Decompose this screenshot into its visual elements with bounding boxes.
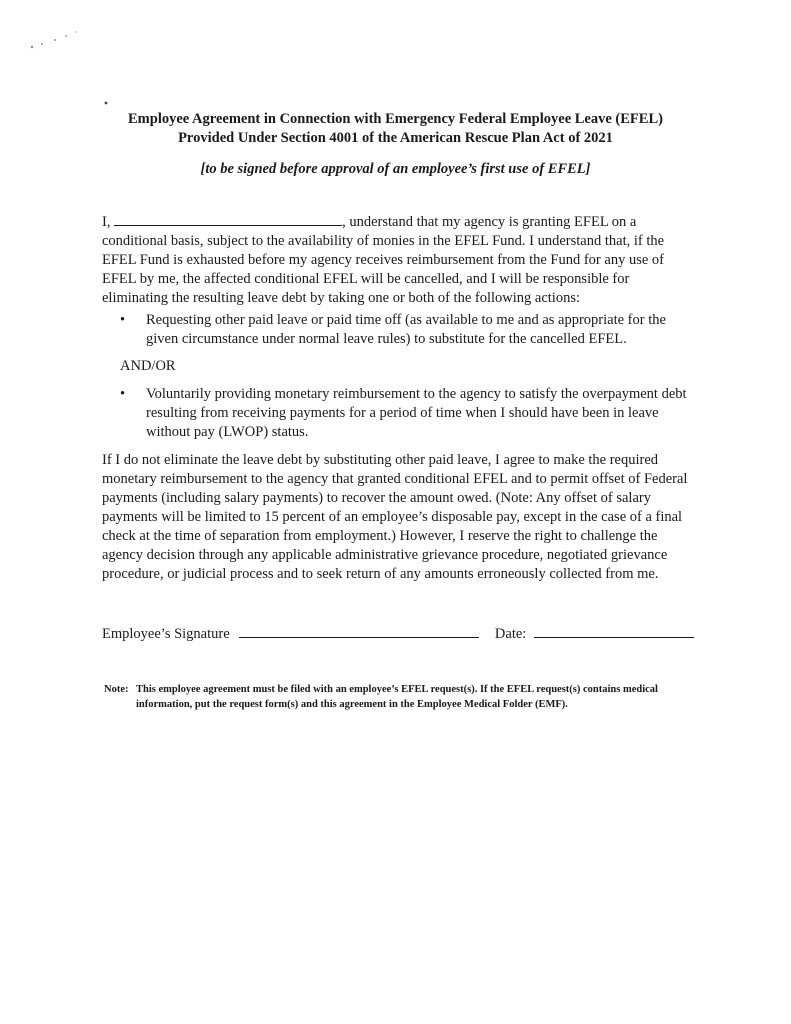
- employee-name-blank[interactable]: [114, 212, 342, 226]
- title-line-2: Provided Under Section 4001 of the American Rescue Plan Act of 2021: [178, 130, 613, 146]
- document-subtitle: [to be signed before approval of an employee’s first use of EFEL]: [200, 161, 591, 177]
- bullet-item-1: [120, 311, 694, 349]
- date-label: Date:: [494, 626, 527, 642]
- agreement-paragraph-1: [102, 212, 692, 308]
- signature-label: Employee’s Signature: [102, 626, 230, 642]
- title-line-1: Employee Agreement in Connection with Emergency Federal Employee Leave (EFEL): [128, 111, 663, 127]
- bullet-item-2: [120, 385, 694, 442]
- document-title: [60, 110, 731, 148]
- signature-row: [102, 624, 702, 644]
- bullet-icon: •: [120, 312, 126, 328]
- bullet-item-1-text: Requesting other paid leave or paid time off (as available to me and as appropriate for the given circumstance under normal leave rules) to substitute for the cancelled EFEL.: [146, 312, 666, 347]
- agreement-paragraph-2: If I do not eliminate the leave debt by substituting other paid leave, I agree to make the required monetary reimbursement to the agency that granted conditional EFEL and to permit offset of Federal payments (including salary payments) to recover the amount owed. (Note: Any offset of salary payments will be limited to 15 percent of an employee’s disposable pay, except in the case of a final check at the time of separation from employment.) However, I reserve the right to challenge the agency decision through any applicable administrative grievance procedure, negotiated grievance procedure, or judicial process and to seek return of any amounts erroneously collected from me.: [102, 452, 688, 582]
- bullet-item-2-text: Voluntarily providing monetary reimbursement to the agency to satisfy the overpayment debt resulting from receiving payments for a period of time when I should have been in leave without pay (LWOP) status.: [146, 386, 687, 440]
- signature-field[interactable]: [239, 624, 479, 638]
- scan-specks: [0, 0, 120, 120]
- paragraph-1-text: , understand that my agency is granting EFEL on a conditional basis, subject to the availability of monies in the EFEL Fund. I understand that, if the EFEL Fund is exhausted before my agency receives reimbursement from the Fund for any use of EFEL by me, the affected conditional EFEL will be cancelled, and I will be responsible for eliminating the resulting leave debt by taking one or both of the following actions:: [102, 214, 665, 306]
- andor-label: AND/OR: [120, 358, 176, 374]
- date-field[interactable]: [534, 624, 694, 638]
- footer-note: [104, 682, 704, 712]
- note-label: Note:: [104, 684, 129, 695]
- bullet-icon: •: [120, 386, 126, 402]
- note-text: This employee agreement must be filed with an employee’s EFEL request(s). If the EFEL request(s) contains medical information, put the request form(s) and this agreement in the Employee Medical Folder (EMF).: [136, 684, 658, 710]
- paragraph-1-prefix: I,: [102, 214, 111, 230]
